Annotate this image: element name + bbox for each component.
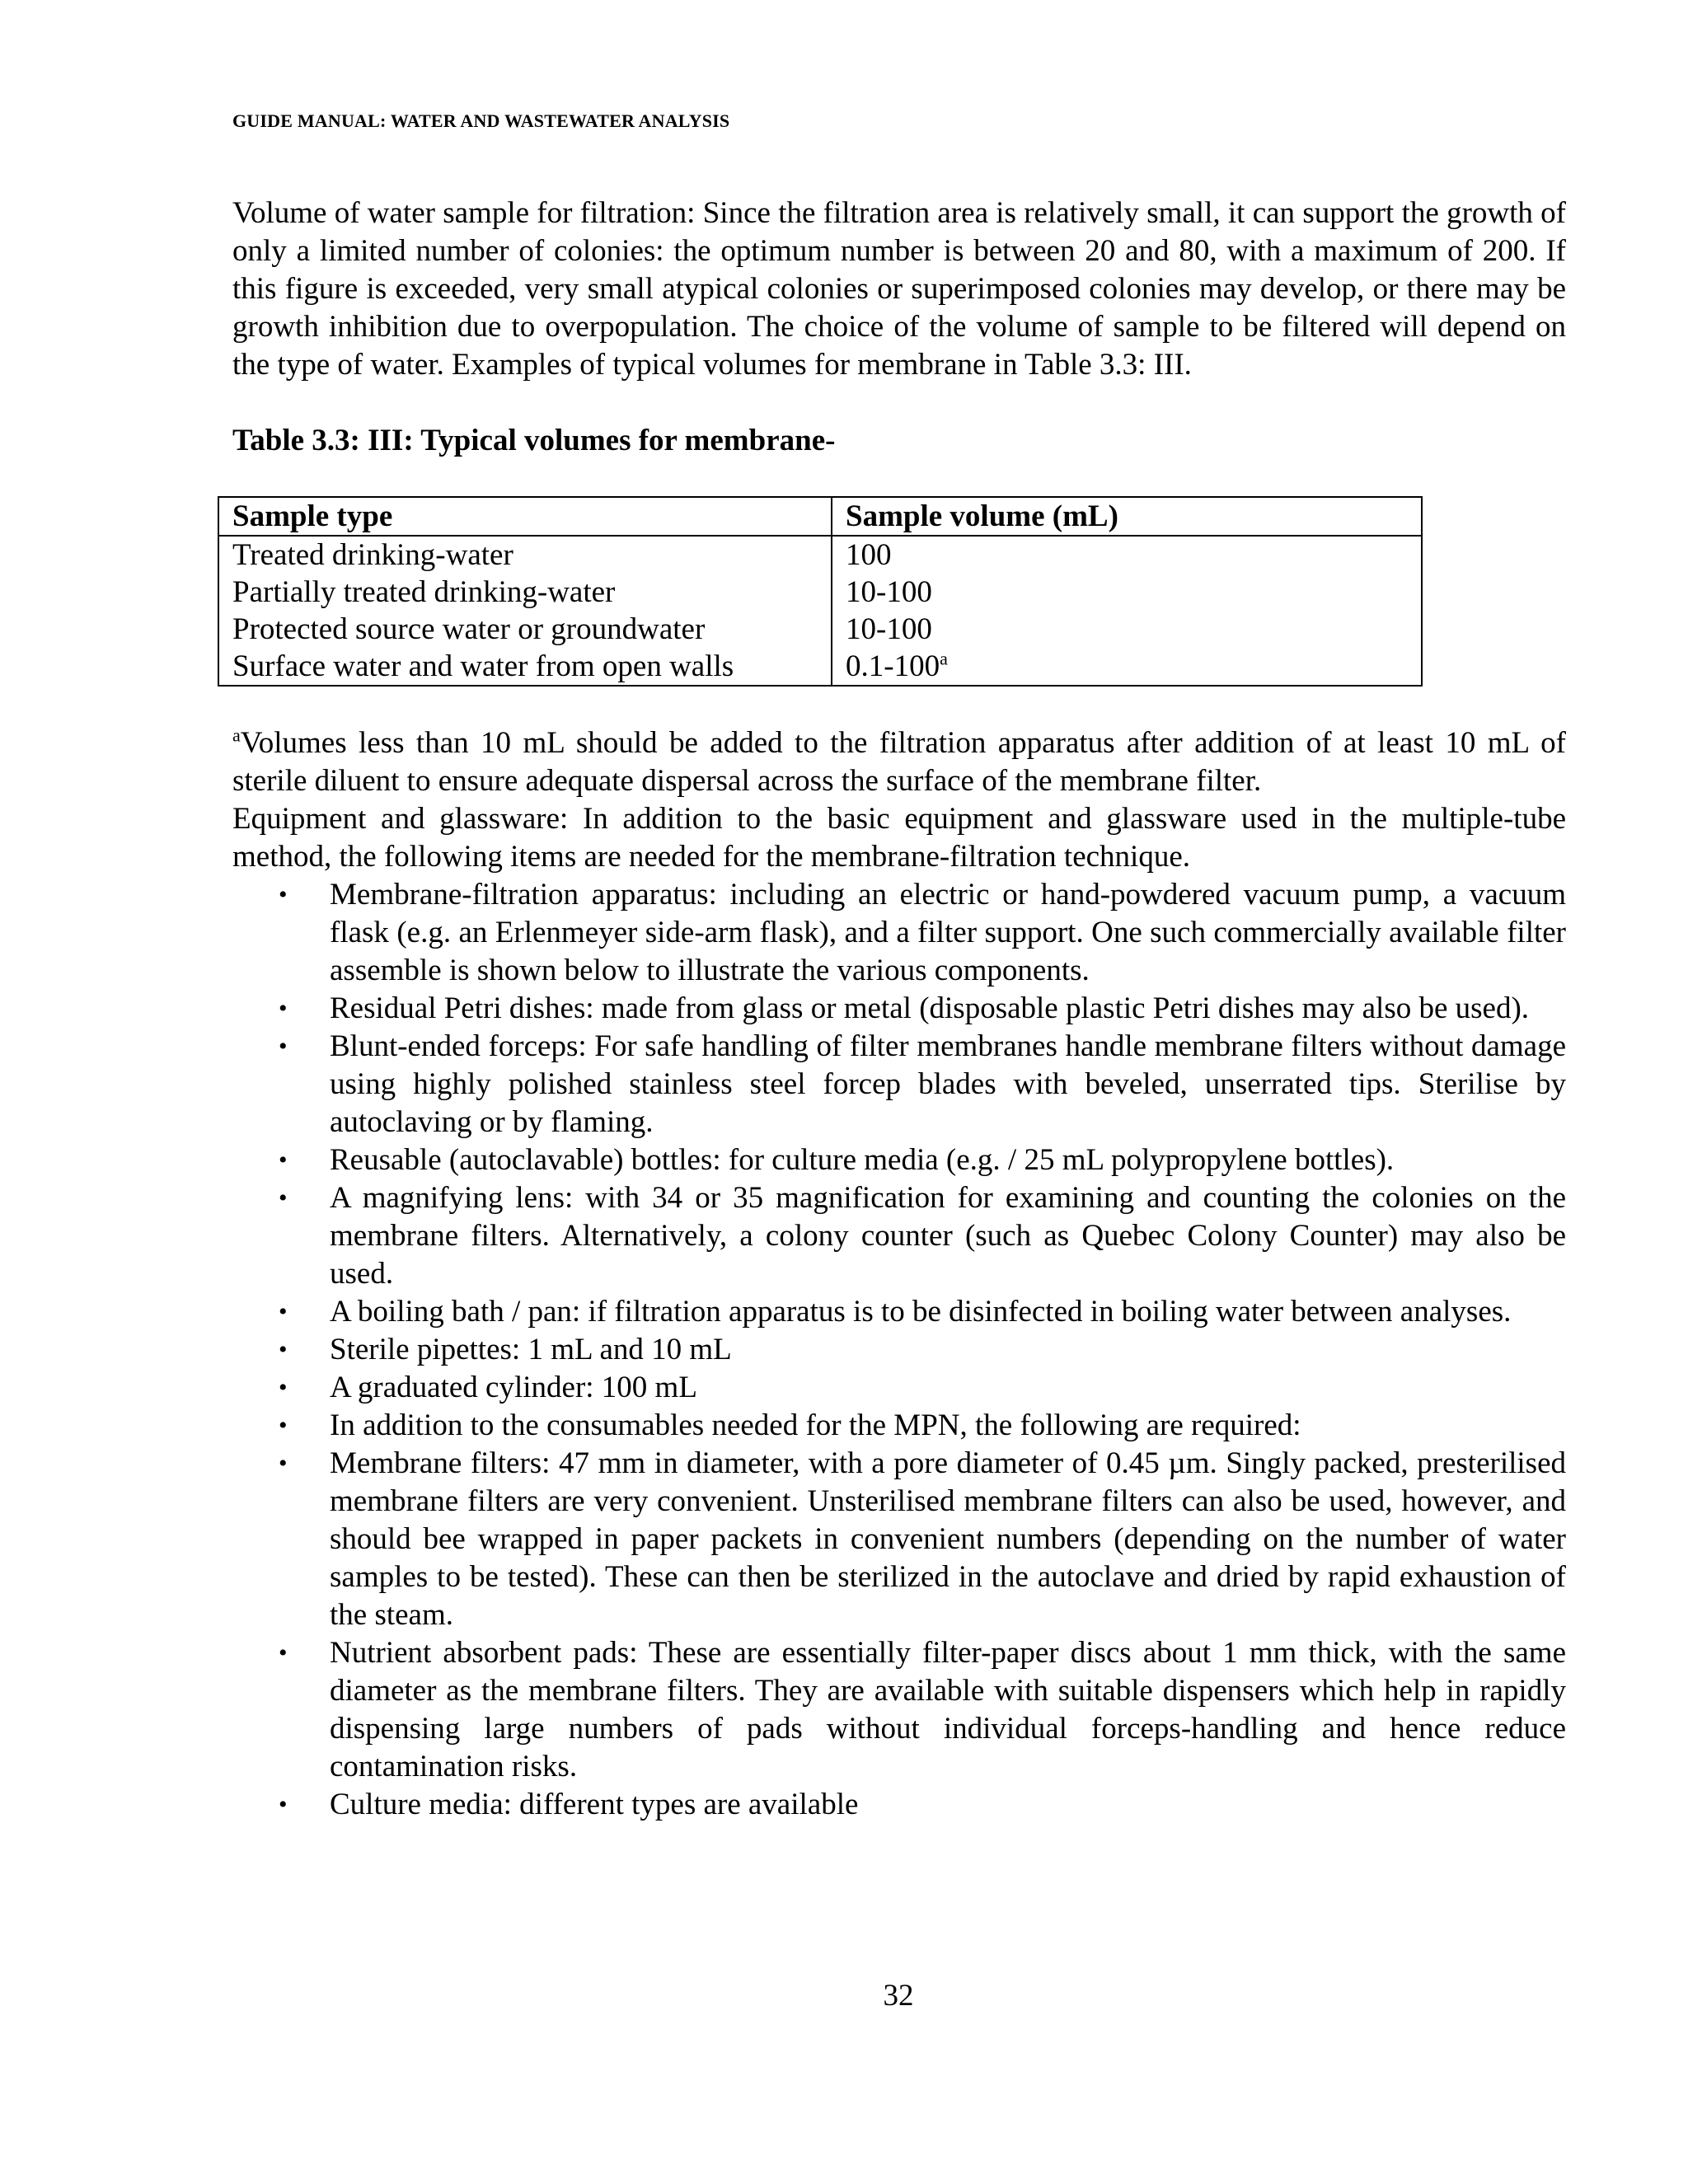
list-item-text: Sterile pipettes: 1 mL and 10 mL — [330, 1333, 732, 1366]
list-item — [232, 1141, 1566, 1179]
volume-value: 10-100 — [846, 575, 932, 609]
footnote-text: Volumes less than 10 mL should be added to the filtration apparatus after addition of at least 10 mL of sterile diluent to ensure adequate dispersal across the surface of the membrane filter. — [232, 726, 1566, 798]
list-item-text: Nutrient absorbent pads: These are essentially filter-paper discs about 1 mm thick, with the same diameter as the membrane filters. They are available with suitable dispensers which help in rapidly dispensing large numbers of pads without individual forceps-handling and hence reduce contamination risks. — [330, 1636, 1566, 1783]
bullet-icon: • — [279, 881, 288, 908]
list-item-text: A boiling bath / pan: if filtration apparatus is to be disinfected in boiling water between analyses. — [330, 1295, 1512, 1329]
list-item-text: A magnifying lens: with 34 or 35 magnification for examining and counting the colonies on the membrane filters. Alternatively, a colony counter (such as Quebec Colony Counter) may also be used. — [330, 1181, 1566, 1291]
cell-sample-volume — [832, 536, 1422, 574]
table-row — [218, 611, 1422, 648]
list-item — [232, 1179, 1566, 1293]
equipment-list — [232, 876, 1566, 1824]
page-content — [232, 194, 1566, 1824]
cell-sample-type: Surface water and water from open walls — [218, 648, 832, 686]
bullet-icon: • — [279, 995, 288, 1022]
list-item-text: In addition to the consumables needed for the MPN, the following are required: — [330, 1408, 1301, 1442]
cell-sample-type: Partially treated drinking-water — [218, 574, 832, 611]
list-item — [232, 1445, 1566, 1634]
list-item-text: Residual Petri dishes: made from glass or metal (disposable plastic Petri dishes may also be used). — [330, 991, 1530, 1025]
column-header-sample-type: Sample type — [218, 497, 832, 536]
bullet-icon: • — [279, 1298, 288, 1325]
cell-sample-volume — [832, 648, 1422, 686]
list-item — [232, 990, 1566, 1028]
cell-sample-volume — [832, 574, 1422, 611]
volume-value: 0.1-100 — [846, 649, 940, 683]
cell-sample-type: Protected source water or groundwater — [218, 611, 832, 648]
list-item — [232, 1634, 1566, 1786]
table-row — [218, 536, 1422, 574]
volume-value: 10-100 — [846, 612, 932, 646]
bullet-icon: • — [279, 1412, 288, 1439]
table-footnote — [232, 724, 1566, 800]
list-item — [232, 1786, 1566, 1824]
list-item-text: Membrane filters: 47 mm in diameter, with a pore diameter of 0.45 µm. Singly packed, presterilised membrane filters are very convenient. Unsterilised membrane filters can also be used, however, and should bee wrapped in paper packets in convenient numbers (depending on the number of water samples to be tested). These can then be sterilized in the autoclave and dried by rapid exhaustion of the steam. — [330, 1446, 1566, 1632]
list-item — [232, 1293, 1566, 1331]
list-item-text: Reusable (autoclavable) bottles: for culture media (e.g. / 25 mL polypropylene bottles). — [330, 1143, 1395, 1177]
list-item — [232, 1028, 1566, 1141]
cell-sample-volume — [832, 611, 1422, 648]
table-title: Table 3.3: III: Typical volumes for membrane- — [232, 424, 836, 457]
equipment-intro: Equipment and glassware: In addition to the basic equipment and glassware used in the multiple-tube method, the following items are needed for the membrane-filtration technique. — [232, 802, 1566, 874]
footnote-marker: a — [940, 648, 948, 669]
bullet-icon: • — [279, 1791, 288, 1818]
list-item-text: Culture media: different types are available — [330, 1788, 859, 1821]
table-row — [218, 648, 1422, 686]
list-item-text: Blunt-ended forceps: For safe handling of filter membranes handle membrane filters without damage using highly polished stainless steel forcep blades with beveled, unserrated tips. Sterilise by autoclaving or by flaming. — [330, 1029, 1566, 1139]
table-header-row — [218, 497, 1422, 536]
footnote-marker: a — [232, 724, 241, 746]
table-row — [218, 574, 1422, 611]
sample-volume-table — [218, 496, 1423, 687]
intro-paragraph: Volume of water sample for filtration: Since the filtration area is relatively small, it can support the growth of only a limited number of colonies: the optimum number is between 20 and 80, with a maximum of 200. If this figure is exceeded, very small atypical colonies or superimposed colonies may develop, or there may be growth inhibition due to overpopulation. The choice of the volume of sample to be filtered will depend on the type of water. Examples of typical volumes for membrane in Table 3.3: III. — [232, 196, 1566, 382]
list-item-text: Membrane-filtration apparatus: including an electric or hand-powdered vacuum pump, a vacuum flask (e.g. an Erlenmeyer side-arm flask), and a filter support. One such commercially available filter assemble is shown below to illustrate the various components. — [330, 878, 1566, 987]
bullet-icon: • — [279, 1450, 288, 1477]
bullet-icon: • — [279, 1184, 288, 1212]
cell-sample-type: Treated drinking-water — [218, 536, 832, 574]
running-header: GUIDE MANUAL: WATER AND WASTEWATER ANALYSIS — [232, 110, 730, 131]
list-item — [232, 876, 1566, 990]
bullet-icon: • — [279, 1146, 288, 1174]
bullet-icon: • — [279, 1374, 288, 1401]
list-item — [232, 1407, 1566, 1445]
list-item — [232, 1331, 1566, 1369]
bullet-icon: • — [279, 1033, 288, 1060]
column-header-sample-volume: Sample volume (mL) — [832, 497, 1422, 536]
bullet-icon: • — [279, 1639, 288, 1666]
volume-value: 100 — [846, 538, 892, 572]
bullet-icon: • — [279, 1336, 288, 1363]
list-item-text: A graduated cylinder: 100 mL — [330, 1371, 697, 1404]
list-item — [232, 1369, 1566, 1407]
page-number: 32 — [883, 1979, 914, 2013]
